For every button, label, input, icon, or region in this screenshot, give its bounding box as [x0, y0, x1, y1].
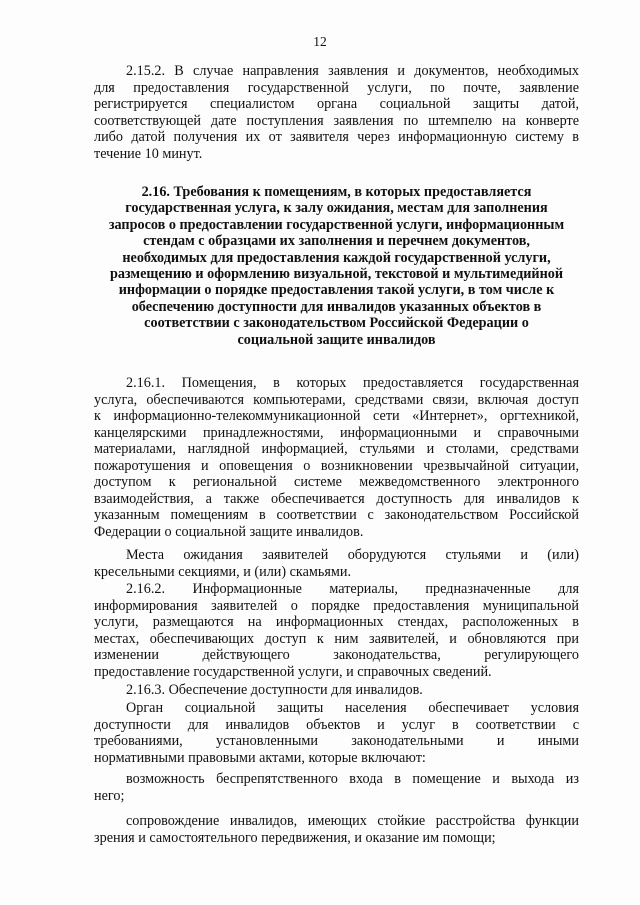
text-line: либо датой получения их от заявителя через информационную систему в: [94, 129, 579, 145]
page-number: 12: [313, 34, 327, 49]
heading-line: стендам с образцами их заполнения и перечнем документов,: [143, 233, 530, 250]
text-line: 2.16.1. Помещения, в которых предоставляется государственная: [126, 375, 579, 391]
section-heading-2-16: [94, 184, 579, 348]
paragraph-2-16-2: [94, 581, 579, 680]
text-line: регистрируется специалистом органа социальной защиты датой,: [94, 96, 579, 112]
paragraph-2-16-3-title: [94, 682, 579, 699]
text-line: возможность беспрепятственного входа в помещение и выхода из: [126, 771, 579, 787]
text-line: 2.15.2. В случае направления заявления и документов, необходимых: [126, 63, 579, 79]
text-line: Места ожидания заявителей оборудуются стульями и (или): [126, 547, 579, 563]
text-line: взаимодействия, а также обеспечивается доступность для инвалидов к: [94, 490, 579, 507]
text-line: сопровождение инвалидов, имеющих стойкие расстройства функции: [126, 813, 579, 829]
list-item-escort: [94, 813, 579, 846]
text-line: информирования заявителей о порядке предоставления муниципальной: [94, 597, 579, 614]
text-line: указанным помещениям в соответствии с законодательством Российской: [94, 507, 579, 523]
text-line: 2.16.3. Обеспечение доступности для инвалидов.: [126, 682, 423, 698]
text-line: изменении действующего законодательства, регулирующего: [94, 647, 579, 663]
text-line: местах, обеспечивающих доступ к ним заявителей, и обновляются при: [94, 630, 579, 647]
paragraph-waiting-places: [94, 547, 579, 580]
heading-line: соответствии с законодательством Российской Федерации о: [144, 315, 529, 332]
heading-line: 2.16. Требования к помещениям, в которых предоставляется: [141, 184, 532, 200]
list-item-entry: [94, 771, 579, 804]
text-line: канцелярскими принадлежностями, информационными и справочными: [94, 424, 579, 441]
text-line: материалами, наглядной информацией, стульями и столами, средствами: [94, 441, 579, 457]
heading-line: размещению и оформлению визуальной, текстовой и мультимедийной: [109, 266, 564, 283]
text-line: нормативными правовыми актами, которые включают:: [94, 749, 426, 766]
text-line: к информационно-телекоммуникационной сети «Интернет», оргтехникой,: [94, 408, 579, 424]
text-line: доступом к региональной системе межведомственного электронного: [94, 474, 579, 490]
text-line: услуга, обеспечиваются компьютерами, средствами связи, включая доступ: [94, 391, 579, 408]
heading-line: государственная услуга, к залу ожидания, местам для заполнения: [125, 200, 548, 217]
text-line: пожаротушения и оповещения о возникновении чрезвычайной ситуации,: [94, 457, 579, 474]
heading-line: запросов о предоставлении государственной услуги, информационным: [108, 216, 565, 233]
paragraph-2-16-3-body: [94, 700, 579, 766]
text-line: услуги, размещаются на информационных стендах, расположенных в: [94, 614, 579, 630]
text-line: Федерации о социальной защите инвалидов.: [94, 523, 364, 540]
text-line: кресельными секциями, и (или) скамьями.: [94, 563, 351, 580]
paragraph-2-15-2: [94, 63, 579, 162]
text-line: для предоставления государственной услуги, по почте, заявление: [94, 79, 579, 96]
heading-line: необходимых для предоставления каждой государственной услуги,: [122, 249, 551, 266]
text-line: 2.16.2. Информационные материалы, предназначенные для: [126, 581, 579, 597]
heading-line: социальной защите инвалидов: [237, 331, 436, 348]
text-line: течение 10 минут.: [94, 145, 203, 162]
text-line: него;: [94, 787, 125, 804]
heading-line: обеспечению доступности для инвалидов указанных объектов в: [131, 298, 542, 315]
text-line: требованиями, установленными законодательными и иными: [94, 733, 579, 749]
text-line: зрения и самостоятельного передвижения, и оказание им помощи;: [94, 829, 496, 846]
text-line: доступности для инвалидов объектов и услуг в соответствии с: [94, 716, 579, 733]
text-line: Орган социальной защиты населения обеспечивает условия: [126, 700, 579, 716]
heading-line: информации о порядке предоставления такой услуги, в том числе к: [118, 282, 555, 299]
text-line: соответствующей дате поступления заявления по штемпелю на конверте: [94, 112, 579, 129]
paragraph-2-16-1: [94, 375, 579, 540]
text-line: предоставление государственной услуги, и справочных сведений.: [94, 663, 492, 680]
